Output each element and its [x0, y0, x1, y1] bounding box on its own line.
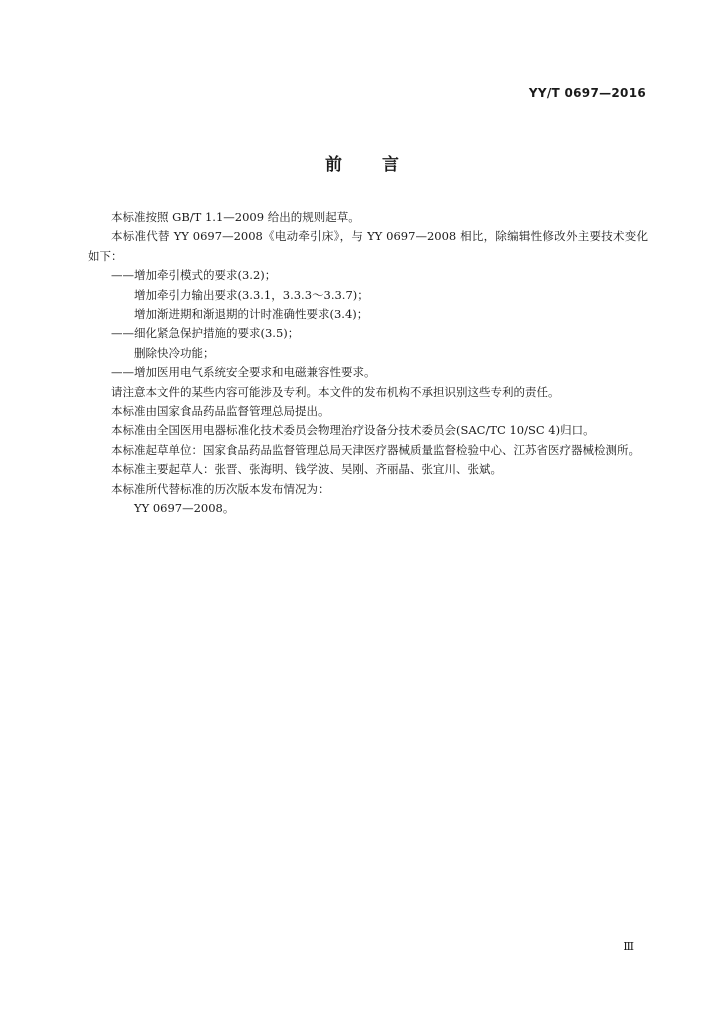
change-item: ——增加医用电气系统安全要求和电磁兼容性要求。: [111, 365, 376, 380]
paragraph-drafters: 本标准主要起草人：张晋、张海明、钱学波、吴刚、齐丽晶、张宜川、张斌。: [111, 462, 502, 477]
paragraph-replacement: 本标准代替 YY 0697—2008《电动牵引床》，与 YY 0697—2008 相比，除编辑性修改外主要技术变化如下：: [88, 229, 648, 263]
page-number: Ⅲ: [623, 940, 634, 953]
paragraph-drafting-units: 本标准起草单位：国家食品药品监督管理总局天津医疗器械质量监督检验中心、江苏省医疗器械检测所。: [111, 442, 640, 457]
paragraph-committee: 本标准由全国医用电器标准化技术委员会物理治疗设备分技术委员会(SAC/TC 10/SC 4)归口。: [111, 423, 595, 438]
paragraph-history: 本标准所代替标准的历次版本发布情况为：: [111, 481, 330, 496]
paragraph-proposer: 本标准由国家食品药品监督管理总局提出。: [111, 404, 330, 419]
page-title: 前言: [325, 155, 439, 175]
paragraph-patent-notice: 请注意本文件的某些内容可能涉及专利。本文件的发布机构不承担识别这些专利的责任。: [111, 384, 560, 399]
change-item: 删除快冷功能；: [134, 345, 215, 360]
foreword-body: [88, 208, 648, 519]
standard-number: YY/T 0697—2016: [528, 86, 646, 100]
change-item: 增加渐进期和渐退期的计时准确性要求(3.4)；: [134, 307, 369, 322]
paragraph-drafting-rules: 本标准按照 GB/T 1.1—2009 给出的规则起草。: [111, 210, 360, 224]
change-item: ——增加牵引模式的要求(3.2)；: [111, 268, 277, 283]
change-item: 增加牵引力输出要求(3.3.1，3.3.3～3.3.7)；: [134, 287, 369, 302]
history-item: YY 0697—2008。: [134, 501, 235, 516]
change-item: ——细化紧急保护措施的要求(3.5)；: [111, 326, 300, 341]
